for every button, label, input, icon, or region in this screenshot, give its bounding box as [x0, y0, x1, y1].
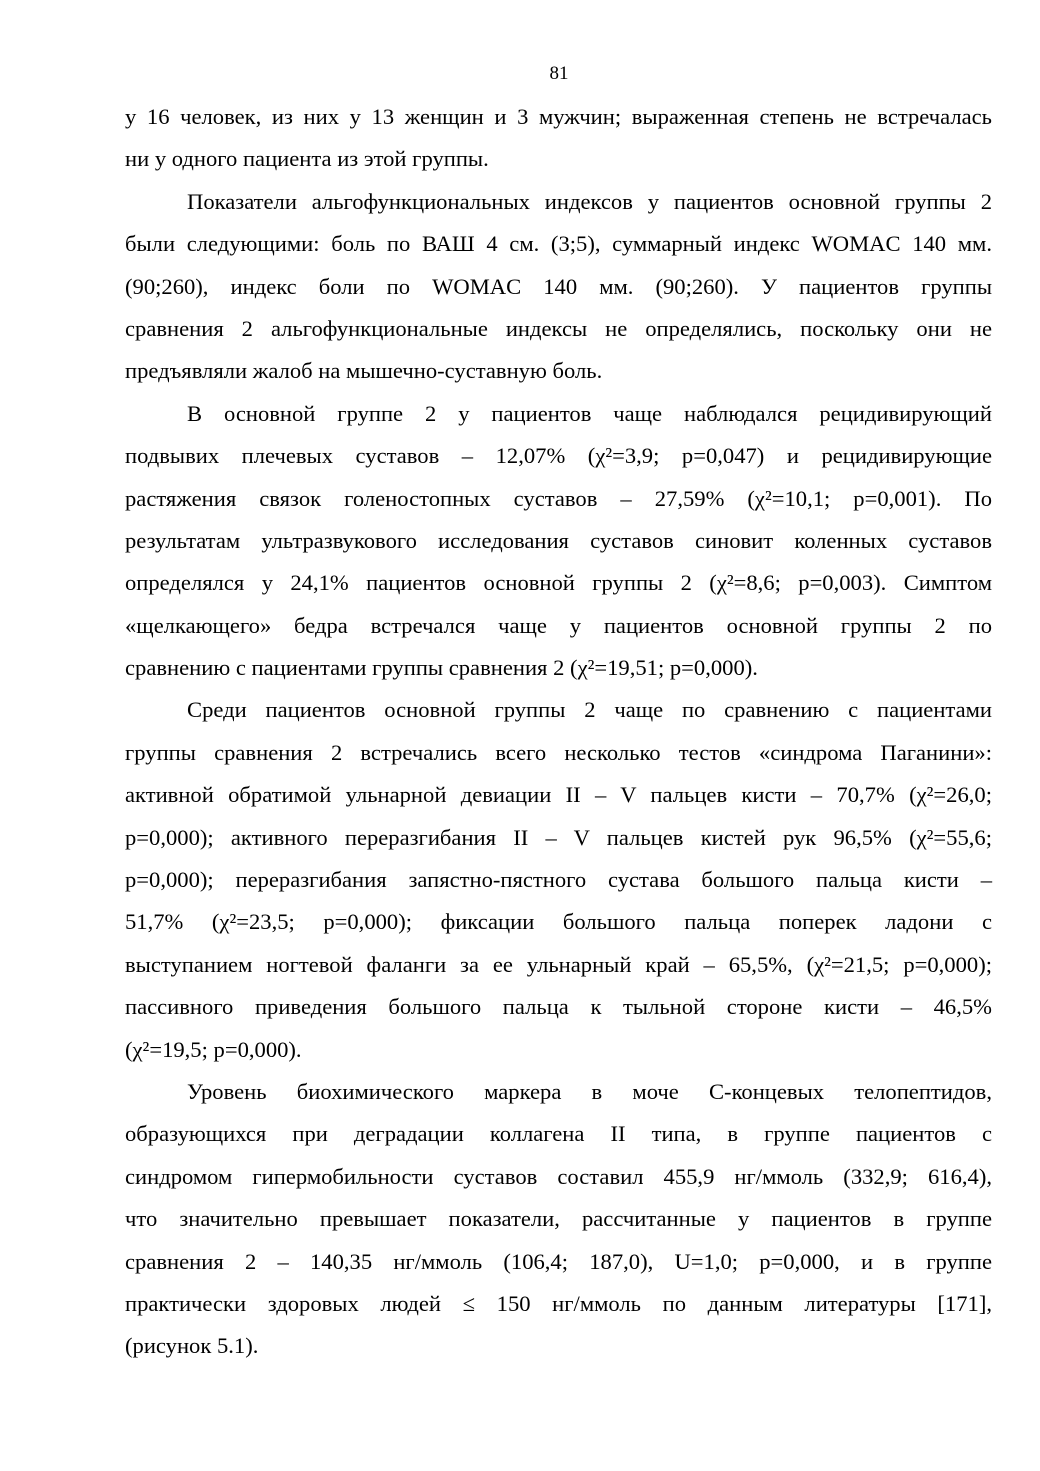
paragraph-first-line: Среди пациентов основной группы 2 чаще по сравнению с пациентами	[187, 697, 992, 723]
text-line: образующихся при деградации коллагена II типа, в группе пациентов с	[125, 1121, 992, 1147]
text-line: выступанием ногтевой фаланги за ее ульнарный край – 65,5%, (χ²=21,5; p=0,000);	[125, 951, 992, 977]
paragraph-first-line: Уровень биохимического маркера в моче С-концевых телопептидов,	[187, 1078, 992, 1104]
text-line: практически здоровых людей ≤ 150 нг/ммоль по данным литературы [171],	[125, 1290, 992, 1316]
text-line: что значительно превышает показатели, рассчитанные у пациентов в группе	[125, 1206, 992, 1232]
page-number: 81	[549, 63, 569, 84]
text-line: p=0,000); активного переразгибания II – V пальцев кистей рук 96,5% (χ²=55,6;	[125, 824, 992, 850]
text-line: 51,7% (χ²=23,5; p=0,000); фиксации большого пальца поперек ладони с	[125, 909, 992, 935]
paragraph-first-line: В основной группе 2 у пациентов чаще наблюдался рецидивирующий	[187, 400, 992, 426]
text-line: p=0,000); переразгибания запястно-пястного сустава большого пальца кисти –	[125, 867, 992, 893]
text-line: сравнению с пациентами группы сравнения 2 (χ²=19,51; p=0,000).	[125, 655, 758, 681]
text-line: подвывих плечевых суставов – 12,07% (χ²=3,9; p=0,047) и рецидивирующие	[125, 443, 992, 469]
text-line: растяжения связок голеностопных суставов – 27,59% (χ²=10,1; p=0,001). По	[125, 485, 992, 511]
text-line: «щелкающего» бедра встречался чаще у пациентов основной группы 2 по	[125, 612, 992, 638]
text-line: сравнения 2 альгофункциональные индексы не определялись, поскольку они не	[125, 315, 992, 341]
text-line: группы сравнения 2 встречались всего несколько тестов «синдрома Паганини»:	[125, 739, 992, 765]
text-line: у 16 человек, из них у 13 женщин и 3 мужчин; выраженная степень не встречалась	[125, 104, 992, 129]
text-line: (χ²=19,5; p=0,000).	[125, 1036, 302, 1062]
text-line: результатам ультразвукового исследования суставов синовит коленных суставов	[125, 527, 992, 553]
paragraph-first-line: Показатели альгофункциональных индексов у пациентов основной группы 2	[187, 188, 992, 214]
text-line: активной обратимой ульнарной девиации II – V пальцев кисти – 70,7% (χ²=26,0;	[125, 782, 992, 808]
text-line: сравнения 2 – 140,35 нг/ммоль (106,4; 187,0), U=1,0; p=0,000, и в группе	[125, 1248, 992, 1274]
text-line: предъявляли жалоб на мышечно-суставную боль.	[125, 358, 603, 384]
page-body	[125, 96, 992, 1368]
text-line: пассивного приведения большого пальца к тыльной стороне кисти – 46,5%	[125, 994, 992, 1020]
text-line: определялся у 24,1% пациентов основной группы 2 (χ²=8,6; p=0,003). Симптом	[125, 570, 992, 596]
text-line: (рисунок 5.1).	[125, 1333, 259, 1359]
text-line: ни у одного пациента из этой группы.	[125, 146, 489, 172]
text-line: синдромом гипермобильности суставов составил 455,9 нг/ммоль (332,9; 616,4),	[125, 1163, 992, 1189]
text-line: были следующими: боль по ВАШ 4 см. (3;5), суммарный индекс WOMAC 140 мм.	[125, 231, 992, 257]
text-line: (90;260), индекс боли по WOMAC 140 мм. (90;260). У пациентов группы	[125, 273, 992, 299]
